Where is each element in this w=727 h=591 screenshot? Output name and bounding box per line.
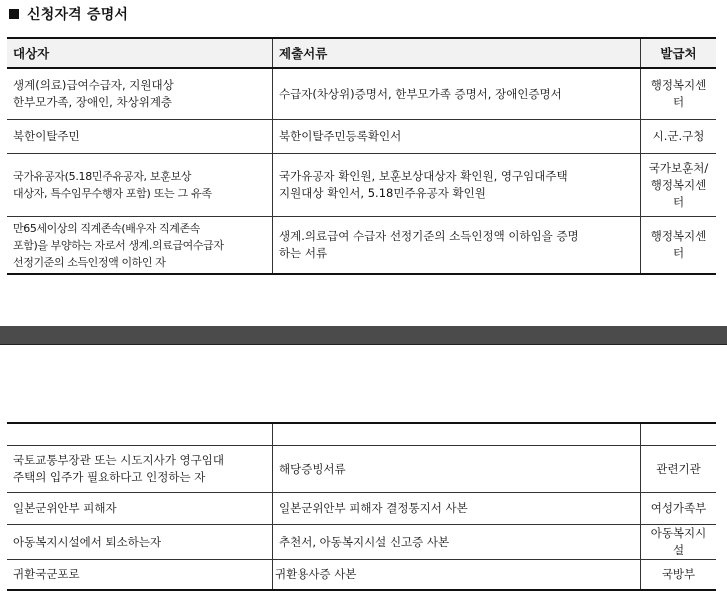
cell-line: 국가유공자(5.18민주유공자, 보훈보상 <box>13 170 192 183</box>
cell-line: 북한이탈주민 <box>13 129 80 143</box>
cell-target <box>7 68 273 120</box>
cell-line: 국가유공자 확인원, 보훈보상대상자 확인원, 영구임대주택 <box>279 169 568 183</box>
cell-issuer <box>641 68 717 120</box>
cell-issuer <box>641 154 717 217</box>
cell-line: 아동복지시설 <box>650 526 707 557</box>
cell-documents <box>273 560 641 591</box>
cell-line: 일본군위안부 피해자 결정통지서 사본 <box>279 501 468 515</box>
cell-line: 아동복지시설에서 퇴소하는자 <box>13 534 162 549</box>
cell-issuer <box>641 560 717 591</box>
header-target: 대상자 <box>7 38 273 68</box>
cell-documents <box>273 446 641 493</box>
cell-line: 귀환국군포로 <box>13 567 80 581</box>
cell-documents <box>273 154 641 217</box>
cell-line: 추천서, 아동복지시설 신고증 사본 <box>279 534 450 549</box>
table-header-row <box>7 38 716 68</box>
cell-documents <box>273 493 641 525</box>
header-documents: 제출서류 <box>273 38 641 68</box>
section-title-text: 신청자격 증명서 <box>27 7 129 23</box>
table-row <box>7 120 716 154</box>
cell-empty <box>7 423 273 446</box>
cell-line: 일본군위안부 피해자 <box>13 501 117 515</box>
cell-documents <box>273 217 641 275</box>
page-break-separator <box>0 326 727 345</box>
cell-target <box>7 446 273 493</box>
cell-issuer <box>641 525 717 560</box>
cell-line: 하는 서류 <box>279 246 328 260</box>
certificate-table-top <box>7 37 716 275</box>
cell-line: 생계.의료급여 수급자 선정기준의 소득인정액 이하임을 증명 <box>279 229 579 243</box>
cell-target <box>7 525 273 560</box>
cell-line: 만65세이상의 직계존속(배우자 직계존속 <box>13 221 200 235</box>
cell-line: 국토교통부장관 또는 시도지사가 영구임대 <box>13 453 224 467</box>
cell-line: 한부모가족, 장애인, 차상위계층 <box>13 95 173 109</box>
certificate-table-bottom <box>7 422 716 591</box>
cell-line: 행정복지센터 <box>650 78 707 109</box>
cell-documents <box>273 120 641 154</box>
table-row <box>7 493 716 525</box>
cell-line: 수급자(차상위)증명서, 한부모가족 증명서, 장애인증명서 <box>279 86 562 101</box>
table-row <box>7 560 716 591</box>
cell-issuer <box>641 217 717 275</box>
cell-target <box>7 217 273 275</box>
table-row <box>7 525 716 560</box>
cell-target <box>7 154 273 217</box>
cell-target <box>7 493 273 525</box>
cell-line: 행정복지센터 <box>650 229 707 260</box>
cell-line: 주택의 입주가 필요하다고 인정하는 자 <box>13 470 206 484</box>
square-bullet-icon <box>9 9 19 19</box>
cell-line: 생계(의료)급여수급자, 지원대상 <box>13 78 174 92</box>
table-row <box>7 68 716 120</box>
cell-issuer <box>641 493 717 525</box>
cell-documents <box>273 525 641 560</box>
cell-target <box>7 120 273 154</box>
cell-line: 관련기관 <box>656 461 701 476</box>
header-issuer: 발급처 <box>641 38 717 68</box>
cell-line: 북한이탈주민등록확인서 <box>279 129 402 143</box>
cell-line: 시.군.구청 <box>652 129 705 143</box>
cell-empty <box>273 423 641 446</box>
cell-line: 포함)을 부양하는 자로서 생계.의료급여수급자 <box>13 238 224 252</box>
cell-line: 행정복지센터 <box>650 177 707 209</box>
cell-line: 귀환용사증 사본 <box>275 567 357 581</box>
cell-documents <box>273 68 641 120</box>
cell-line: 지원대상 확인서, 5.18민주유공자 확인원 <box>279 186 486 200</box>
cell-line: 선정기준의 소득인정액 이하인 자 <box>13 255 166 269</box>
table-row <box>7 446 716 493</box>
cell-target <box>7 560 273 591</box>
cell-line: 국방부 <box>661 567 696 581</box>
cell-issuer <box>641 120 717 154</box>
section-title <box>9 4 128 24</box>
cell-line: 대상자, 특수임무수행자 포함) 또는 그 유족 <box>13 187 212 200</box>
cell-issuer <box>641 446 717 493</box>
table-row-spacer <box>7 423 716 446</box>
cell-empty <box>641 423 717 446</box>
cell-line: 해당증빙서류 <box>279 461 346 476</box>
table-row <box>7 217 716 275</box>
table-row <box>7 154 716 217</box>
cell-line: 국가보훈처/ <box>648 160 709 175</box>
cell-line: 여성가족부 <box>650 501 707 515</box>
